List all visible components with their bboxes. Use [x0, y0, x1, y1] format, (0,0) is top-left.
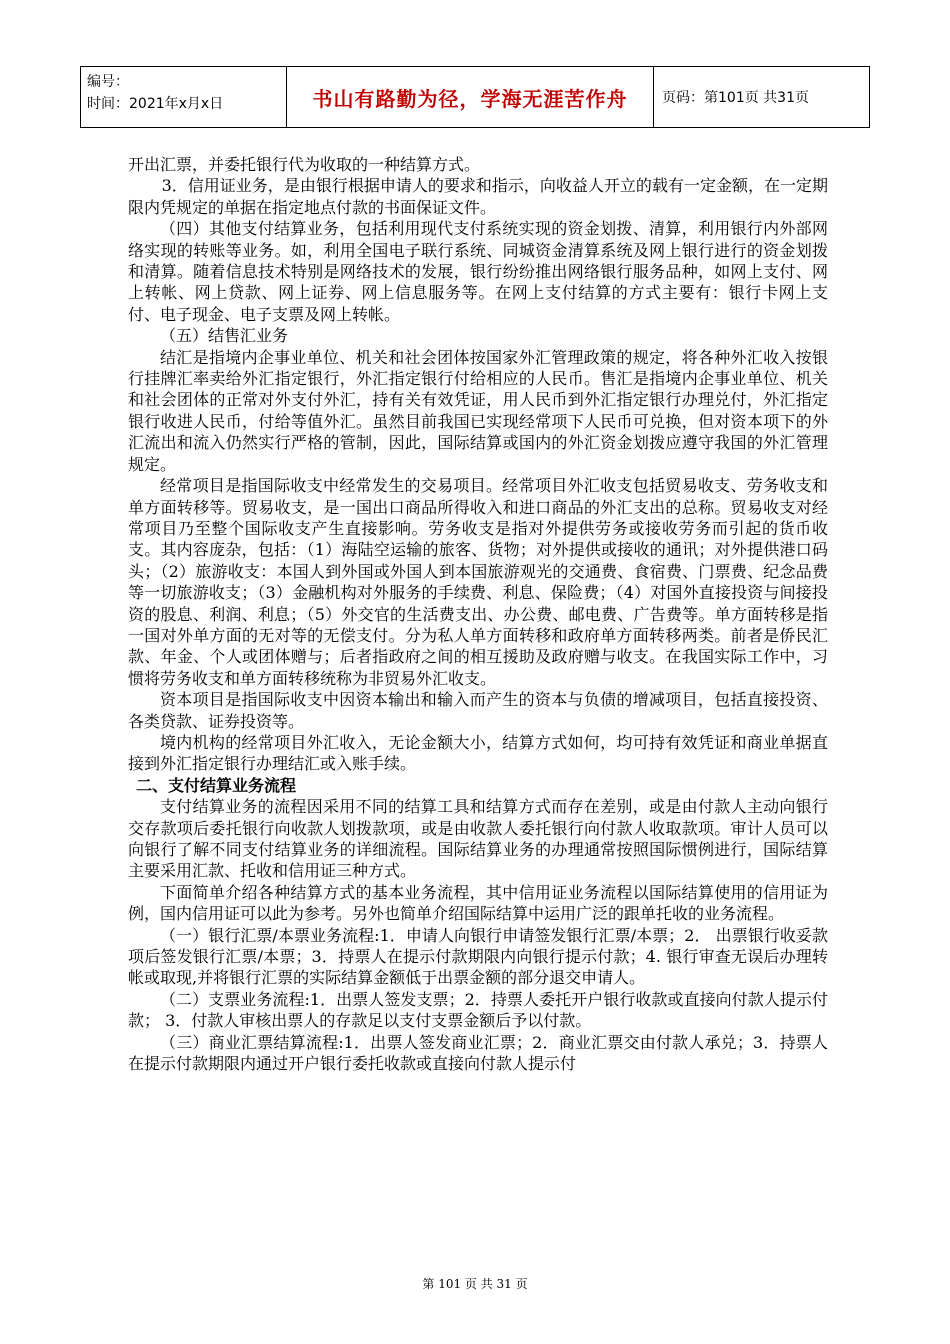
page-header [80, 66, 870, 128]
paragraph: （一）银行汇票/本票业务流程:1．申请人向银行申请签发银行汇票/本票；2． 出票银行收妥款项后签发银行汇票/本票；3．持票人在提示付款期限内向银行提示付款；4. 银行审查无误后办理转帐或取现,并将银行汇票的实际结算金额低于出票金额的部分退交申请人。 [128, 925, 828, 988]
paragraph: （二）支票业务流程:1．出票人签发支票；2．持票人委托开户银行收款或直接向付款人提示付款； 3．付款人审核出票人的存款足以支付支票金额后予以付款。 [128, 989, 828, 1031]
paragraph: 经常项目是指国际收支中经常发生的交易项目。经常项目外汇收支包括贸易收支、劳务收支和单方面转移等。贸易收支，是一国出口商品所得收入和进口商品的外汇支出的总称。贸易收支对经常项目乃至整个国际收支产生直接影响。劳务收支是指对外提供劳务或接收劳务而引起的货币收支。其内容庞杂，包括：（1）海陆空运输的旅客、货物；对外提供或接收的通讯；对外提供港口码头；（2）旅游收支：本国人到外国或外国人到本国旅游观光的交通费、食宿费、门票费、纪念品费等一切旅游收支；（3）金融机构对外服务的手续费、利息、保险费；（4）对国外直接投资与间接投资的股息、利润、利息；（5）外交官的生活费支出、办公费、邮电费、广告费等。单方面转移是指一国对外单方面的无对等的无偿支付。分为私人单方面转移和政府单方面转移两类。前者是侨民汇款、年金、个人或团体赠与；后者指政府之间的相互援助及政府赠与收支。在我国实际工作中，习惯将劳务收支和单方面转移统称为非贸易外汇收支。 [128, 476, 828, 688]
document-body [128, 154, 828, 1074]
paragraph: 境内机构的经常项目外汇收入，无论金额大小，结算方式如何，均可持有效凭证和商业单据直接到外汇指定银行办理结汇或入账手续。 [128, 732, 828, 774]
header-motto: 书山有路勤为径，学海无涯苦作舟 [287, 67, 654, 127]
paragraph: 支付结算业务的流程因采用不同的结算工具和结算方式而存在差别，或是由付款人主动向银行交存款项后委托银行向收款人划拨款项，或是由收款人委托银行向付款人收取款项。审计人员可以向银行了解不同支付结算业务的详细流程。国际结算业务的办理通常按照国际惯例进行，国际结算主要采用汇款、托收和信用证三种方式。 [128, 797, 828, 881]
paragraph: 结汇是指境内企事业单位、机关和社会团体按国家外汇管理政策的规定，将各种外汇收入按银行挂牌汇率卖给外汇指定银行，外汇指定银行付给相应的人民币。售汇是指境内企事业单位、机关和社会团体的正常对外支付外汇，持有关有效凭证，用人民币到外汇指定银行办理兑付，外汇指定银行收进人民币，付给等值外汇。虽然目前我国已实现经常项下人民币可兑换，但对资本项下的外汇流出和流入仍然实行严格的管制，因此，国际结算或国内的外汇资金划拨应遵守我国的外汇管理规定。 [128, 347, 828, 474]
page-footer: 第 101 页 共 31 页 [422, 1277, 528, 1291]
header-meta [81, 67, 287, 127]
paragraph: 下面简单介绍各种结算方式的基本业务流程，其中信用证业务流程以国际结算使用的信用证为例，国内信用证可以此为参考。另外也简单介绍国际结算中运用广泛的跟单托收的业务流程。 [128, 882, 828, 924]
header-page-number: 页码：第101页 共31页 [662, 90, 809, 106]
section-heading: 二、支付结算业务流程 [136, 775, 297, 795]
paragraph: （三）商业汇票结算流程:1．出票人签发商业汇票；2．商业汇票交由付款人承兑；3．持票人在提示付款期限内通过开户银行委托收款或直接向付款人提示付 [128, 1032, 828, 1074]
subheading: （五）结售汇业务 [160, 326, 289, 346]
serial-label: 编号： [87, 74, 129, 90]
paragraph: 开出汇票，并委托银行代为收取的一种结算方式。 [128, 155, 481, 174]
paragraph: 资本项目是指国际收支中因资本输出和输入而产生的资本与负债的增减项目，包括直接投资、各类贷款、证券投资等。 [128, 690, 828, 731]
paragraph: 3．信用证业务，是由银行根据申请人的要求和指示，向收益人开立的载有一定金额，在一定期限内凭规定的单据在指定地点付款的书面保证文件。 [128, 176, 828, 217]
time-label: 时间：2021年x月x日 [87, 96, 224, 112]
paragraph: （四）其他支付结算业务，包括利用现代支付系统实现的资金划拨、清算，利用银行内外部网络实现的转账等业务。如，利用全国电子联行系统、同城资金清算系统及网上银行进行的资金划拨和清算。随着信息技术特别是网络技术的发展，银行纷纷推出网络银行服务品种，如网上支付、网上转帐、网上贷款、网上证券、网上信息服务等。在网上支付结算的方式主要有：银行卡网上支付、电子现金、电子支票及网上转帐。 [128, 219, 828, 324]
